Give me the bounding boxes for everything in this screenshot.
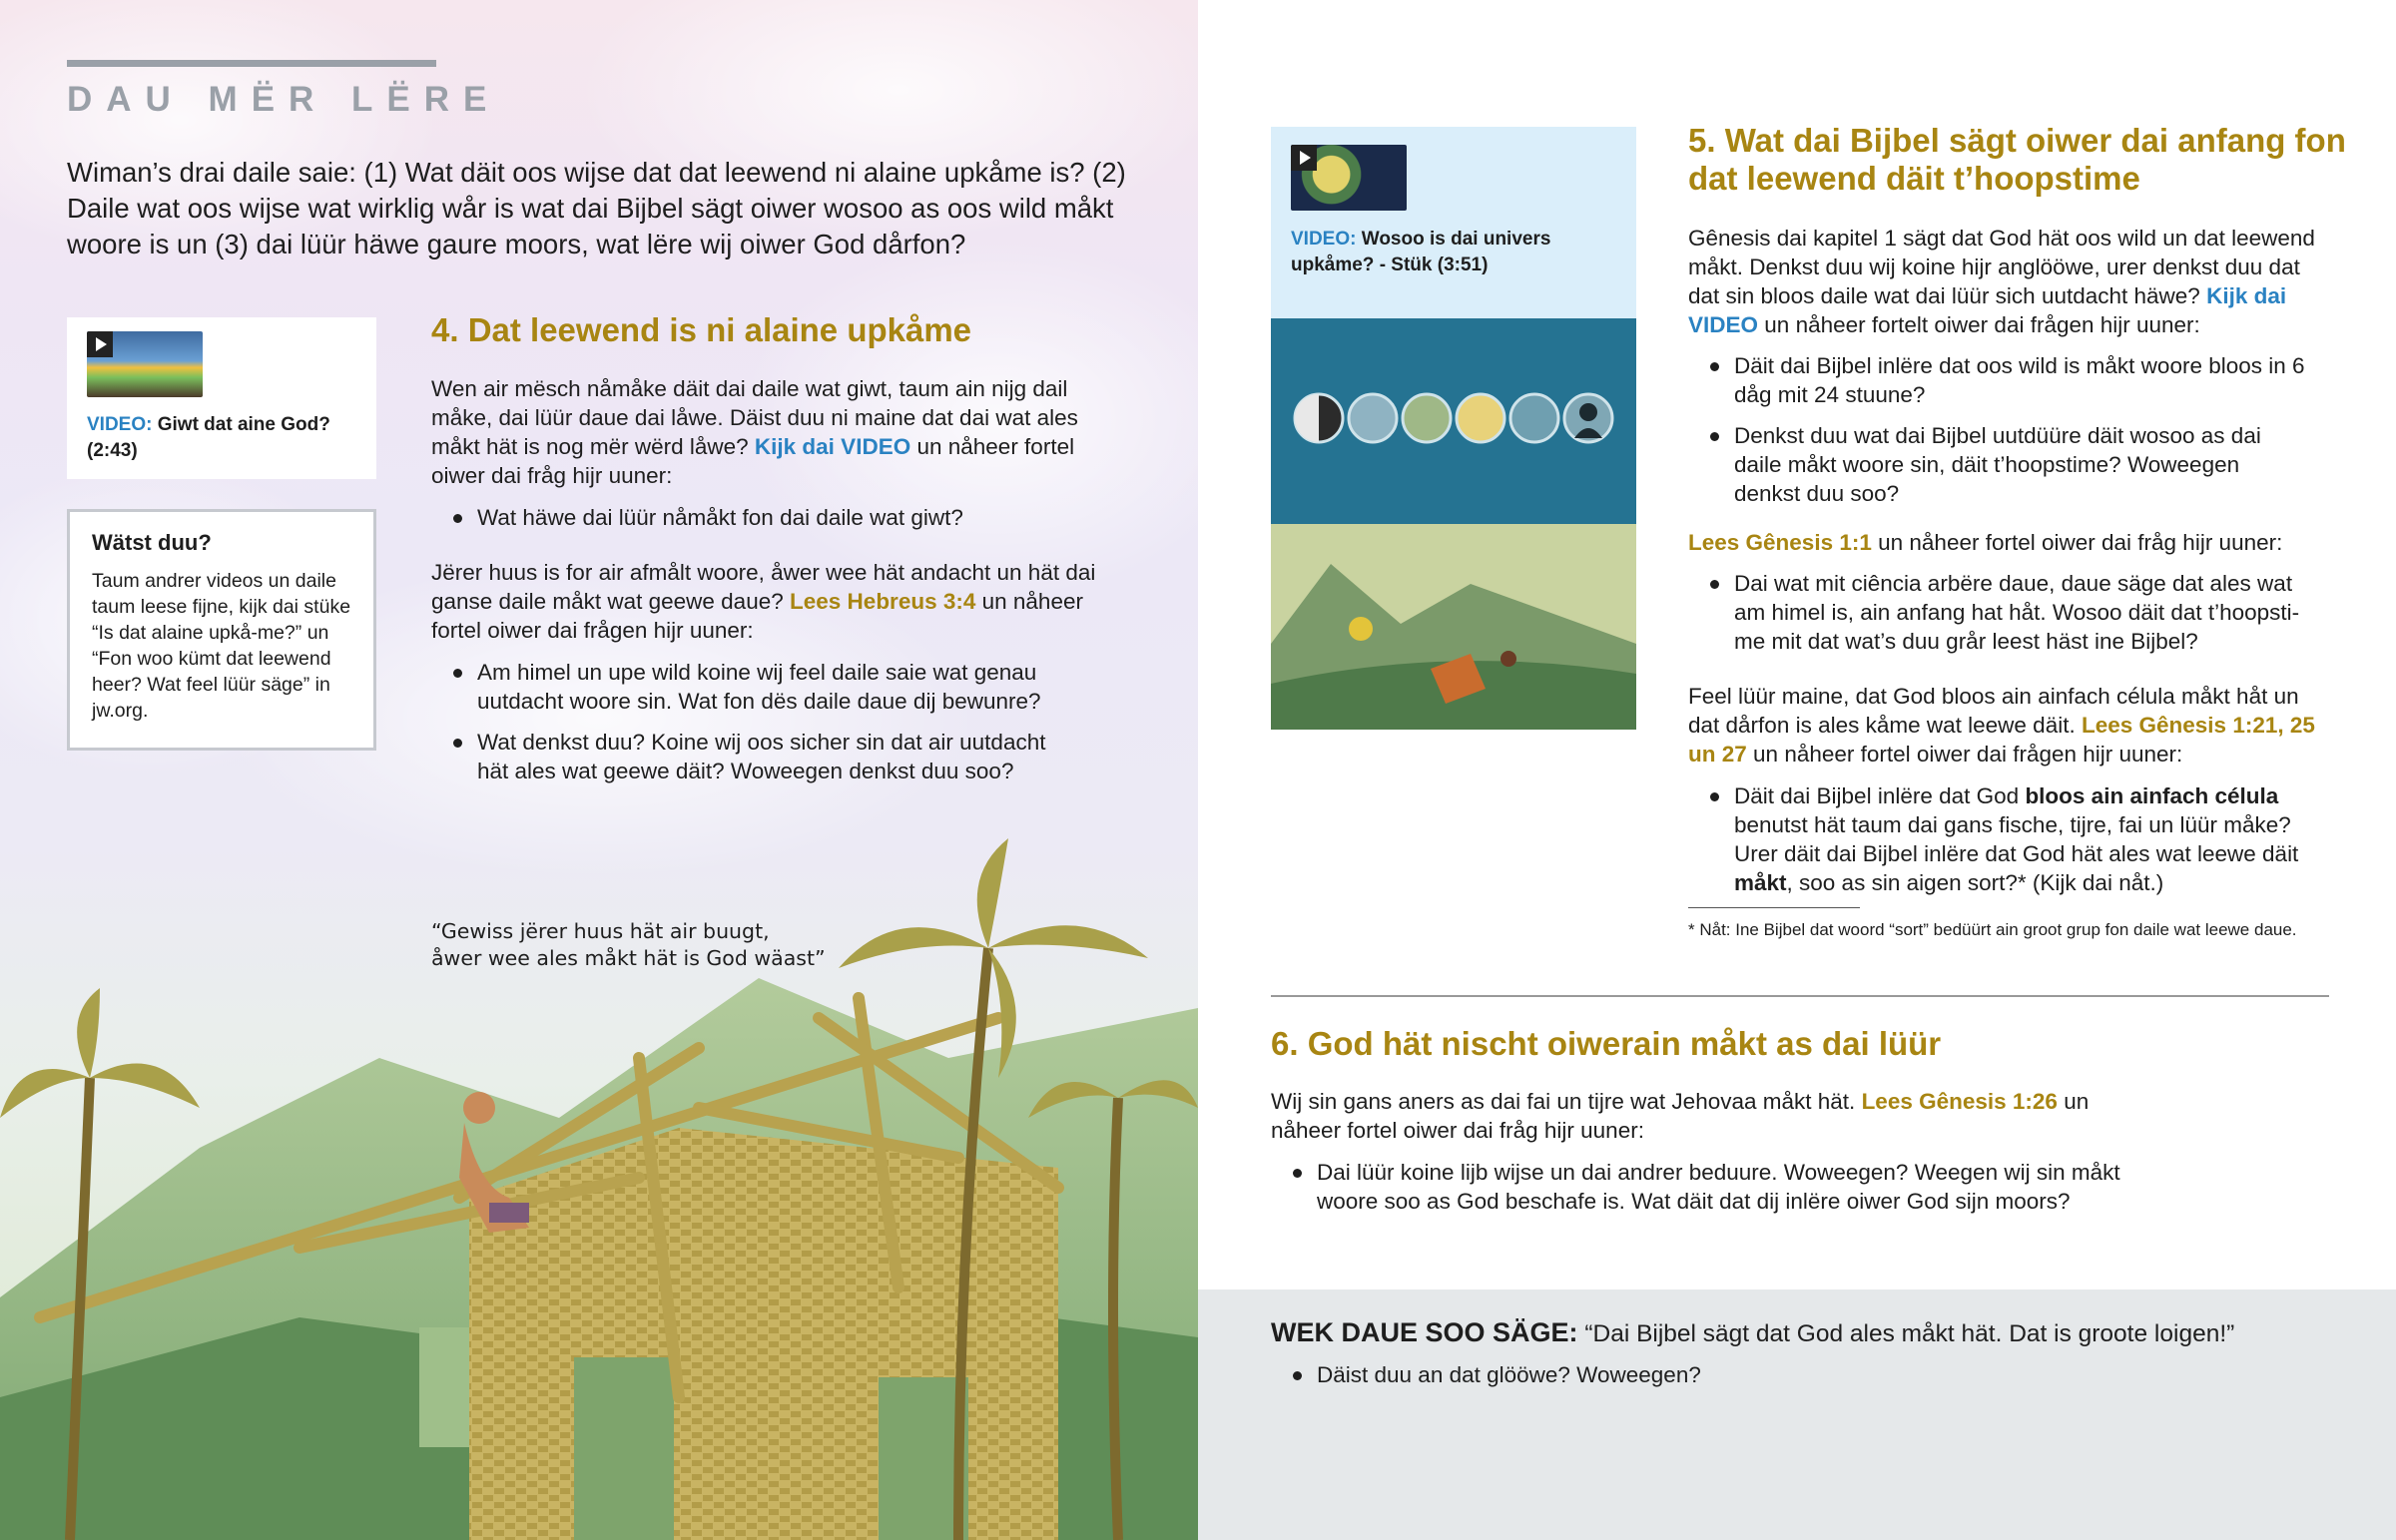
question-item: Denkst duu wat dai Bijbel uutdüüre däit wosoo as dai daile måkt woore sin, däit t’hoopstime? Woweegen denkst duu soo? xyxy=(1688,421,2307,508)
question-item: Wat denkst duu? Koine wij oos sicher sin dat air uutdacht hät ales wat geewe däit? Woweegen denkst duu soo? xyxy=(431,728,1070,785)
section-6-heading: 6. God hät nischt oiwerain måkt as dai lüür xyxy=(1271,1025,1942,1062)
section-6-paragraph-1: Wij sin gans aners as dai fai un tijre wat Jehovaa måkt hät. Lees Gênesis 1:26 un nåheer fortel oiwer dai fråg hijr uuner: xyxy=(1271,1089,2090,1143)
intro-text: Wiman’s drai daile saie: (1) Wat däit oos wijse dat dat leewend ni alaine upkåme is? (2) Daile wat oos wijse wat wirklig wår is wat dai Bijbel sägt oiwer wosoo as oos wild måkt woore is un (3) dai lüür häwe gaure moors, wat lëre wij oiwer God dårfon? xyxy=(67,157,1126,259)
question-item: Däit dai Bijbel inlëre dat oos wild is måkt woore bloos in 6 dåg mit 24 stuune? xyxy=(1688,351,2307,409)
section-5-heading: 5. Wat dai Bijbel sägt oiwer dai anfang fon dat leewend däit t’hoopstime xyxy=(1688,122,2346,197)
video-card-giwt[interactable] xyxy=(67,317,376,479)
footnote-rule xyxy=(1688,907,1860,908)
video-card-univers[interactable] xyxy=(1271,127,1636,318)
section-5-paragraph-1: Gênesis dai kapitel 1 sägt dat God hät oos wild un dat leewend måkt. Denkst duu wij koine hijr anglööwe, urer denkst duu dat dat sin bloos daile wat dai lüür sich uutdacht häwe? Kijk dai VIDEO un nåheer fortelt oiwer dai frågen hijr uuner: xyxy=(1688,226,2315,337)
question-item: Wat häwe dai lüür nåmåkt fon dai daile wat giwt? xyxy=(431,503,1130,532)
objection-statement: WEK DAUE SOO SÄGE: “Dai Bijbel sägt dat God ales måkt hät. Dat is groote loigen!” xyxy=(1271,1317,2235,1347)
section-5-questions-2 xyxy=(1688,569,2327,668)
section-rule xyxy=(67,60,436,67)
scripture-link[interactable]: Lees Gênesis 1:1 xyxy=(1688,530,1872,555)
scripture-link[interactable]: Lees Hebreus 3:4 xyxy=(790,589,976,614)
play-icon[interactable] xyxy=(1291,145,1317,171)
objection-questions xyxy=(1271,1360,2169,1401)
video-thumbnail[interactable] xyxy=(1291,145,1407,211)
question-item: Dai lüür koine lijb wijse un dai andrer beduure. Woweegen? Weegen wij sin måkt woore soo as God beschafe is. Wat däit dat dij inlëre oiwer God sijn moors? xyxy=(1271,1158,2129,1216)
section-4-paragraph-1: Wen air mësch nåmåke däit dai daile wat giwt, taum ain nijg dail måke, dai lüür daue dai låwe. Däist duu ni maine dat dai wat ales måkt hät is nog mër wërd låwe? Kijk dai VIDEO un nåheer fortel oiwer dai fråg hijr uuner: xyxy=(431,376,1078,488)
section-5-questions-1 xyxy=(1688,351,2307,520)
sidebar-heading: Wätst duu? xyxy=(92,530,212,555)
footnote: * Nåt: Ine Bijbel dat woord “sort” bedüürt ain groot grup fon daile wat leewe daue. xyxy=(1688,920,2297,939)
section-5-paragraph-2: Lees Gênesis 1:1 un nåheer fortel oiwer dai fråg hijr uuner: xyxy=(1688,530,2283,555)
question-item: Am himel un upe wild koine wij feel daile saie wat genau uutdacht woore sin. Wat fon dës daile daue dij bewunre? xyxy=(431,658,1070,716)
scripture-link[interactable]: Lees Gênesis 1:21, 25 un 27 xyxy=(1688,713,2315,767)
section-title: DAU MËR LËRE xyxy=(67,80,501,119)
watch-video-link[interactable]: Kijk dai VIDEO xyxy=(1688,283,2287,337)
video-label[interactable]: VIDEO: Giwt dat aine God? (2:43) xyxy=(87,414,330,461)
video-label[interactable]: VIDEO: Wosoo is dai univers upkåme? - Stük (3:51) xyxy=(1291,229,1551,275)
meadow-illustration xyxy=(1271,524,1636,730)
watch-video-link[interactable]: Kijk dai VIDEO xyxy=(754,434,911,459)
section-6-questions xyxy=(1271,1158,2129,1228)
play-icon[interactable] xyxy=(87,331,113,357)
section-divider xyxy=(1271,995,2329,997)
illustration-caption: “Gewiss jërer huus hät air buugt, åwer wee ales måkt hät is God wäast” xyxy=(431,919,826,970)
did-you-know-box xyxy=(67,509,376,751)
question-item: Däist duu an dat glööwe? Woweegen? xyxy=(1271,1360,2169,1389)
section-4-heading: 4. Dat leewend is ni alaine upkåme xyxy=(431,311,972,348)
sidebar-body: Taum andrer videos un daile taum leese fijne, kijk dai stüke “Is dat alaine upkå-me?” un “Fon woo kümt dat leewend heer? Wat feel lüür säge” in jw.org. xyxy=(92,570,351,722)
section-4-questions-1 xyxy=(431,503,1130,544)
section-5-paragraph-3: Feel lüür maine, dat God bloos ain ainfach célula måkt håt un dat dårfon is ales kåme wat leewe däit. Lees Gênesis 1:21, 25 un 27 un nåheer fortel oiwer dai frågen hijr uuner: xyxy=(1688,684,2315,767)
section-5-questions-3 xyxy=(1688,781,2317,909)
video-thumbnail[interactable] xyxy=(87,331,203,397)
section-4-paragraph-2: Jërer huus is for air afmålt woore, åwer wee hät andacht un hät dai ganse daile måkt wat geewe daue? Lees Hebreus 3:4 un nåheer fortel oiwer dai frågen hijr uuner: xyxy=(431,560,1096,643)
question-item: Däit dai Bijbel inlëre dat God bloos ain ainfach célula benutst hät taum dai gans fische, tijre, fai un lüür måke? Urer däit dai Bijbel inlëre dat God hät ales wat leewe däit måkt, soo as sin aigen sort?* (Kijk dai nåt.) xyxy=(1688,781,2317,897)
right-page xyxy=(1198,0,2396,1540)
creation-days-image xyxy=(1271,318,1636,524)
section-4-questions-2 xyxy=(431,658,1070,797)
creation-days-icons xyxy=(1271,318,1636,524)
question-item: Dai wat mit ciência arbëre daue, daue säge dat ales wat am himel is, ain anfang hat håt. Wosoo däit dat t’hoopsti-me mit dat wat’s duu grår leest häst ine Bijbel? xyxy=(1688,569,2327,656)
scripture-link[interactable]: Lees Gênesis 1:26 xyxy=(1861,1089,2058,1114)
